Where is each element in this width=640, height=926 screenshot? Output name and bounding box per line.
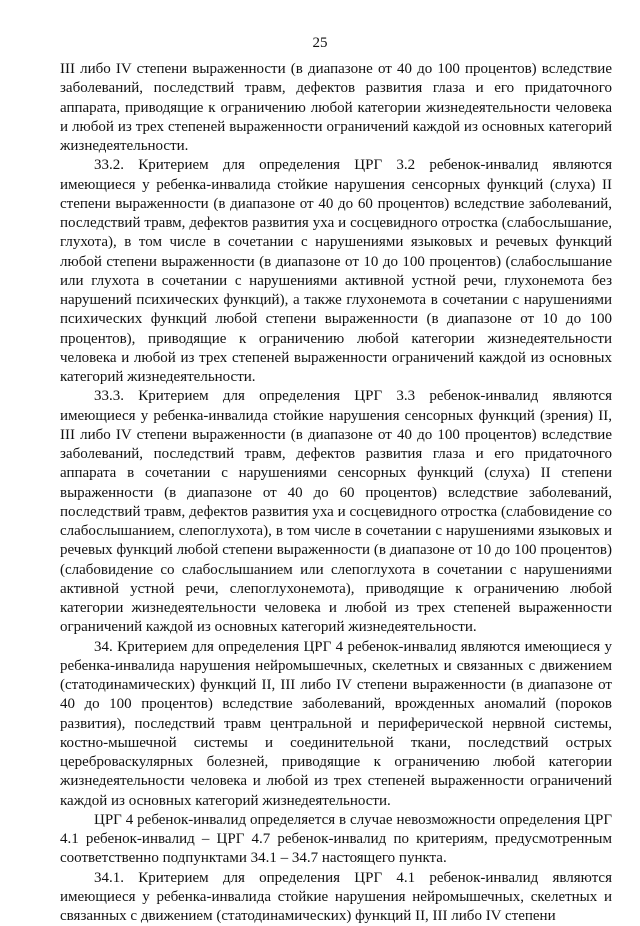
paragraph-33-2: 33.2. Критерием для определения ЦРГ 3.2 ребенок-инвалид являются имеющиеся у ребенка-инвалида стойкие нарушения сенсорных функций (слуха) II степени выраженности (в диапазоне от 40 до 60 процентов) вследствие заболеваний, последствий травм, дефектов развития уха и сосцевидного отростка (слабослышание, глухота), в том числе в сочетании с нарушениями языковых и речевых функций любой степени выраженности (в диапазоне от 10 до 100 процентов) (слабослышание или глухота в сочетании с нарушениями активной устной речи, глухонемота без нарушений психических функций), а также глухонемота в сочетании с нарушениями психических функций любой степени выраженности (в диапазоне от 10 до 100 процентов), приводящие к ограничению любой категории жизнедеятельности человека и любой из трех степеней выраженности ограничений каждой из основных категорий жизнедеятельности. xyxy=(60,156,612,387)
paragraph-crg-4-note: ЦРГ 4 ребенок-инвалид определяется в случае невозможности определения ЦРГ 4.1 ребенок-инвалид – ЦРГ 4.7 ребенок-инвалид по критериям, предусмотренным соответственно подпунктами 34.1 – 34.7 настоящего пункта. xyxy=(60,811,612,869)
paragraph-33-3: 33.3. Критерием для определения ЦРГ 3.3 ребенок-инвалид являются имеющиеся у ребенка-инвалида стойкие нарушения сенсорных функций (зрения) II, III либо IV степени выраженности (в диапазоне от 40 до 100 процентов) вследствие заболеваний, последствий травм, дефектов развития глаза и его придаточного аппарата в сочетании с нарушениями сенсорных функций (слуха) II степени выраженности (в диапазоне от 40 до 60 процентов) вследствие заболеваний, последствий травм, дефектов развития уха и сосцевидного отростка (слабовидение со слабослышанием, слепоглухота), в том числе в сочетании с нарушениями языковых и речевых функций любой степени выраженности (в диапазоне от 10 до 100 процентов) (слабовидение со слабослышанием или слепоглухота в сочетании с нарушениями активной устной речи, слепоглухонемота), приводящие к ограничению любой категории жизнедеятельности человека и любой из трех степеней выраженности ограничений каждой из основных категорий жизнедеятельности. xyxy=(60,387,612,637)
document-body xyxy=(60,60,612,926)
paragraph-34-1: 34.1. Критерием для определения ЦРГ 4.1 ребенок-инвалид являются имеющиеся у ребенка-инвалида стойкие нарушения нейромышечных, скелетных и связанных с движением (статодинамических) функций II, III либо IV степени xyxy=(60,869,612,926)
paragraph-34: 34. Критерием для определения ЦРГ 4 ребенок-инвалид являются имеющиеся у ребенка-инвалида нарушения нейромышечных, скелетных и связанных с движением (статодинамических) функций II, III либо IV степени выраженности (в диапазоне от 40 до 100 процентов) вследствие заболеваний, врожденных аномалий (пороков развития), последствий травм центральной и периферической нервной системы, костно-мышечной системы и соединительной ткани, последствий острых цереброваскулярных болезней, приводящие к ограничению любой категории жизнедеятельности человека и любой из трех степеней выраженности ограничений каждой из основных категорий жизнедеятельности. xyxy=(60,638,612,811)
paragraph-continuation: III либо IV степени выраженности (в диапазоне от 40 до 100 процентов) вследствие заболеваний, последствий травм, дефектов развития глаза и его придаточного аппарата, приводящие к ограничению любой категории жизнедеятельности человека и любой из трех степеней выраженности ограничений каждой из основных категорий жизнедеятельности. xyxy=(60,60,612,156)
page-number: 25 xyxy=(0,34,640,52)
